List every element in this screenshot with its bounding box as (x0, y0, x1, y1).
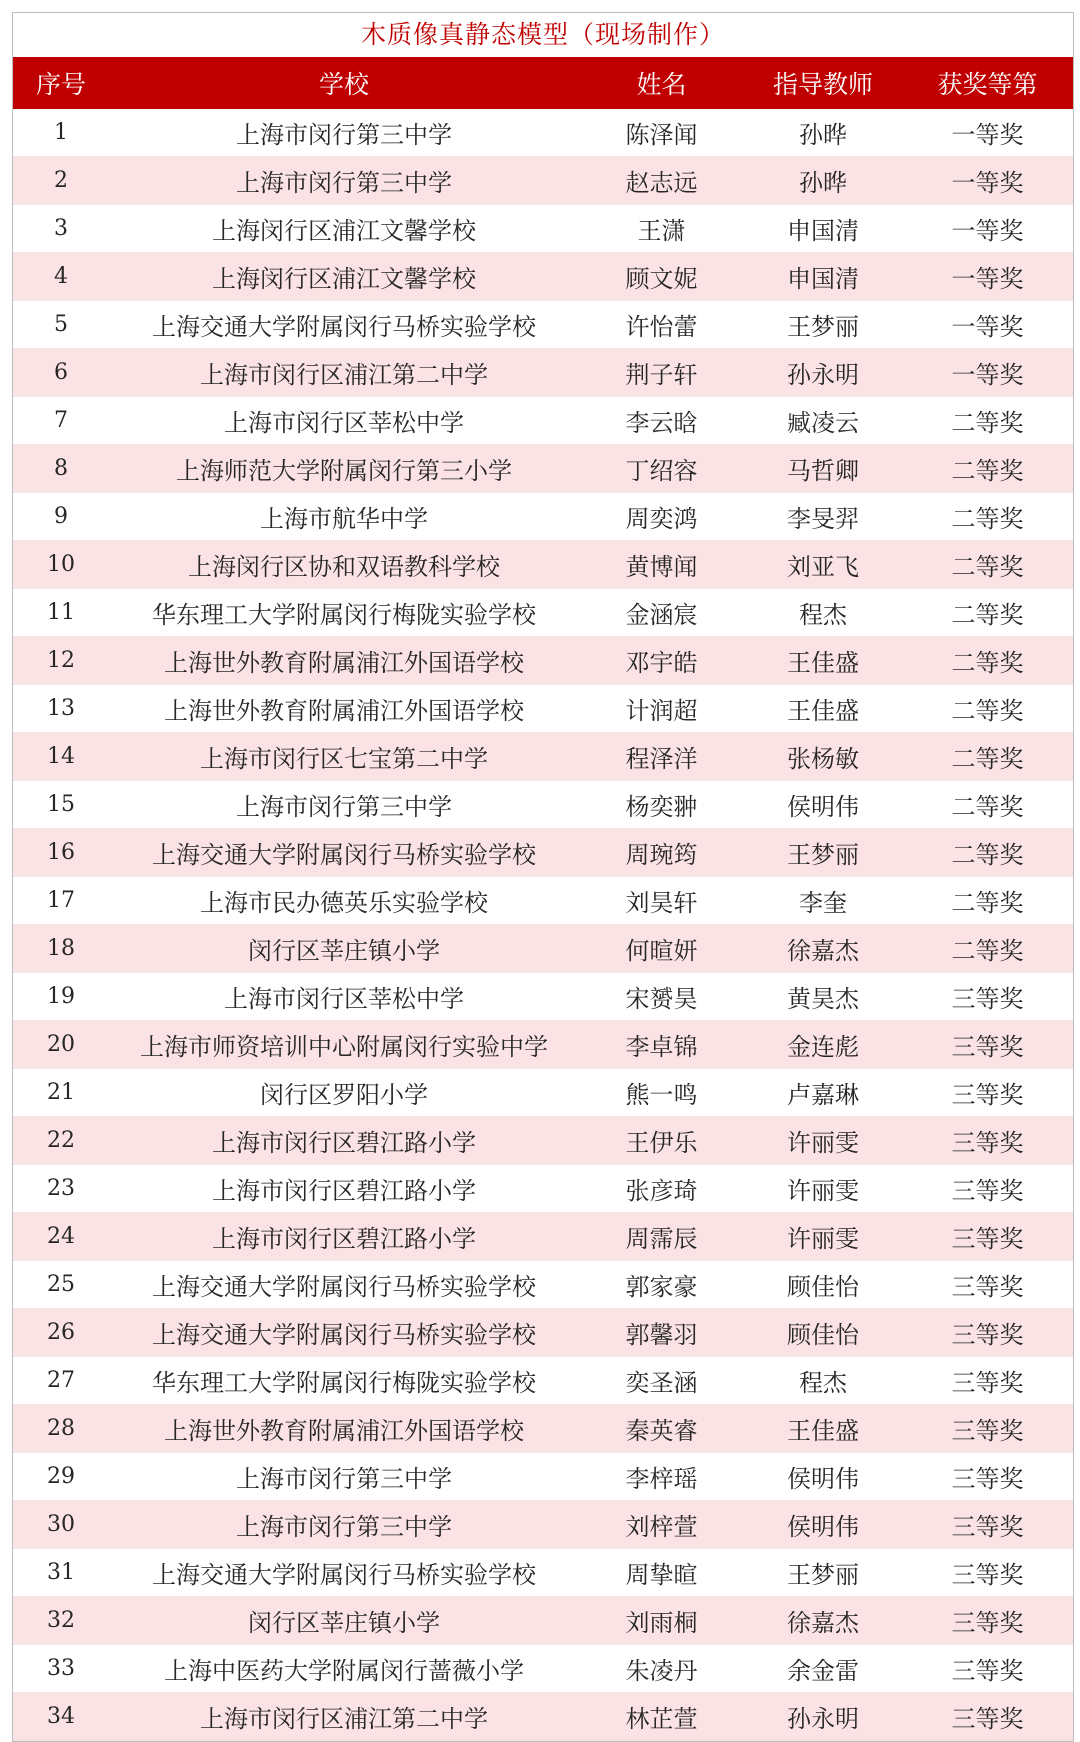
cell-number: 9 (13, 493, 109, 541)
cell-name: 奕圣涵 (579, 1357, 744, 1405)
table-body (13, 109, 1073, 1741)
table-row (13, 1405, 1073, 1453)
table-row (13, 445, 1073, 493)
cell-award: 二等奖 (902, 877, 1073, 925)
cell-number: 30 (13, 1501, 109, 1549)
cell-award: 三等奖 (902, 973, 1073, 1021)
cell-school: 上海交通大学附属闵行马桥实验学校 (109, 1261, 579, 1309)
cell-award: 三等奖 (902, 1357, 1073, 1405)
cell-name: 周琬筠 (579, 829, 744, 877)
cell-name: 宋赟昊 (579, 973, 744, 1021)
cell-school: 上海市闵行区莘松中学 (109, 397, 579, 445)
cell-school: 上海交通大学附属闵行马桥实验学校 (109, 1549, 579, 1597)
cell-name: 程泽洋 (579, 733, 744, 781)
cell-name: 杨奕翀 (579, 781, 744, 829)
cell-name: 刘梓萱 (579, 1501, 744, 1549)
cell-award: 二等奖 (902, 493, 1073, 541)
cell-award: 三等奖 (902, 1309, 1073, 1357)
cell-name: 周奕鸿 (579, 493, 744, 541)
cell-school: 上海市闵行区碧江路小学 (109, 1117, 579, 1165)
cell-school: 上海交通大学附属闵行马桥实验学校 (109, 1309, 579, 1357)
cell-teacher: 金连彪 (744, 1021, 902, 1069)
cell-award: 二等奖 (902, 397, 1073, 445)
cell-award: 二等奖 (902, 445, 1073, 493)
cell-school: 上海师范大学附属闵行第三小学 (109, 445, 579, 493)
column-header-teacher: 指导教师 (744, 57, 902, 109)
cell-teacher: 王佳盛 (744, 1405, 902, 1453)
cell-school: 上海闵行区浦江文馨学校 (109, 205, 579, 253)
cell-teacher: 王梦丽 (744, 301, 902, 349)
cell-school: 上海市闵行区七宝第二中学 (109, 733, 579, 781)
cell-teacher: 顾佳怡 (744, 1261, 902, 1309)
table-row (13, 349, 1073, 397)
cell-number: 4 (13, 253, 109, 301)
cell-number: 10 (13, 541, 109, 589)
cell-number: 33 (13, 1645, 109, 1693)
cell-award: 一等奖 (902, 349, 1073, 397)
cell-name: 朱凌丹 (579, 1645, 744, 1693)
cell-award: 三等奖 (902, 1117, 1073, 1165)
cell-number: 8 (13, 445, 109, 493)
cell-school: 上海市闵行区碧江路小学 (109, 1165, 579, 1213)
cell-number: 16 (13, 829, 109, 877)
cell-school: 上海市航华中学 (109, 493, 579, 541)
cell-name: 荆子轩 (579, 349, 744, 397)
cell-teacher: 黄昊杰 (744, 973, 902, 1021)
cell-number: 5 (13, 301, 109, 349)
cell-award: 一等奖 (902, 253, 1073, 301)
cell-number: 19 (13, 973, 109, 1021)
cell-name: 林芷萱 (579, 1693, 744, 1741)
cell-school: 上海世外教育附属浦江外国语学校 (109, 685, 579, 733)
cell-teacher: 申国清 (744, 253, 902, 301)
cell-school: 华东理工大学附属闵行梅陇实验学校 (109, 1357, 579, 1405)
cell-number: 15 (13, 781, 109, 829)
table-row (13, 637, 1073, 685)
cell-number: 32 (13, 1597, 109, 1645)
cell-award: 一等奖 (902, 109, 1073, 157)
cell-teacher: 许丽雯 (744, 1213, 902, 1261)
cell-teacher: 刘亚飞 (744, 541, 902, 589)
cell-teacher: 余金雷 (744, 1645, 902, 1693)
cell-award: 三等奖 (902, 1405, 1073, 1453)
cell-number: 34 (13, 1693, 109, 1741)
cell-school: 上海市闵行第三中学 (109, 109, 579, 157)
cell-school: 上海交通大学附属闵行马桥实验学校 (109, 829, 579, 877)
cell-award: 三等奖 (902, 1693, 1073, 1741)
table-row (13, 1357, 1073, 1405)
cell-school: 上海市民办德英乐实验学校 (109, 877, 579, 925)
cell-teacher: 孙永明 (744, 1693, 902, 1741)
award-table (13, 57, 1073, 1741)
cell-name: 计润超 (579, 685, 744, 733)
cell-school: 上海市闵行区浦江第二中学 (109, 1693, 579, 1741)
cell-name: 刘昊轩 (579, 877, 744, 925)
cell-name: 赵志远 (579, 157, 744, 205)
cell-name: 何暄妍 (579, 925, 744, 973)
cell-award: 二等奖 (902, 829, 1073, 877)
cell-school: 上海世外教育附属浦江外国语学校 (109, 1405, 579, 1453)
cell-award: 三等奖 (902, 1165, 1073, 1213)
table-row (13, 1261, 1073, 1309)
cell-name: 王潇 (579, 205, 744, 253)
cell-number: 1 (13, 109, 109, 157)
cell-name: 黄博闻 (579, 541, 744, 589)
table-row (13, 1645, 1073, 1693)
cell-school: 上海市闵行区碧江路小学 (109, 1213, 579, 1261)
cell-name: 李梓瑶 (579, 1453, 744, 1501)
cell-name: 刘雨桐 (579, 1597, 744, 1645)
table-row (13, 397, 1073, 445)
cell-award: 一等奖 (902, 157, 1073, 205)
cell-school: 上海市闵行第三中学 (109, 1453, 579, 1501)
cell-award: 三等奖 (902, 1501, 1073, 1549)
table-row (13, 733, 1073, 781)
cell-number: 18 (13, 925, 109, 973)
table-row (13, 1213, 1073, 1261)
cell-award: 二等奖 (902, 733, 1073, 781)
cell-name: 周挚暄 (579, 1549, 744, 1597)
table-row (13, 829, 1073, 877)
cell-number: 20 (13, 1021, 109, 1069)
cell-number: 7 (13, 397, 109, 445)
cell-number: 21 (13, 1069, 109, 1117)
cell-award: 三等奖 (902, 1549, 1073, 1597)
table-row (13, 1453, 1073, 1501)
table-row (13, 1501, 1073, 1549)
cell-number: 17 (13, 877, 109, 925)
table-row (13, 1597, 1073, 1645)
cell-teacher: 许丽雯 (744, 1117, 902, 1165)
cell-number: 2 (13, 157, 109, 205)
cell-award: 三等奖 (902, 1261, 1073, 1309)
table-row (13, 1117, 1073, 1165)
cell-school: 上海市闵行第三中学 (109, 781, 579, 829)
cell-teacher: 徐嘉杰 (744, 1597, 902, 1645)
cell-name: 张彦琦 (579, 1165, 744, 1213)
table-row (13, 1069, 1073, 1117)
header-row (13, 57, 1073, 109)
cell-name: 秦英睿 (579, 1405, 744, 1453)
table-row (13, 925, 1073, 973)
table-row (13, 109, 1073, 157)
cell-name: 李云晗 (579, 397, 744, 445)
table-row (13, 1549, 1073, 1597)
cell-teacher: 王佳盛 (744, 637, 902, 685)
cell-award: 二等奖 (902, 781, 1073, 829)
cell-award: 三等奖 (902, 1213, 1073, 1261)
cell-name: 陈泽闻 (579, 109, 744, 157)
table-row (13, 589, 1073, 637)
cell-award: 三等奖 (902, 1069, 1073, 1117)
cell-number: 28 (13, 1405, 109, 1453)
cell-teacher: 侯明伟 (744, 1501, 902, 1549)
column-header-name: 姓名 (579, 57, 744, 109)
table-row (13, 301, 1073, 349)
cell-teacher: 王梦丽 (744, 1549, 902, 1597)
cell-teacher: 程杰 (744, 589, 902, 637)
award-sheet (12, 12, 1074, 1742)
cell-school: 闵行区罗阳小学 (109, 1069, 579, 1117)
cell-award: 一等奖 (902, 205, 1073, 253)
table-row (13, 205, 1073, 253)
cell-award: 一等奖 (902, 301, 1073, 349)
cell-teacher: 许丽雯 (744, 1165, 902, 1213)
cell-award: 二等奖 (902, 589, 1073, 637)
cell-award: 二等奖 (902, 925, 1073, 973)
cell-teacher: 臧凌云 (744, 397, 902, 445)
table-row (13, 493, 1073, 541)
cell-teacher: 卢嘉琳 (744, 1069, 902, 1117)
cell-teacher: 孙晔 (744, 109, 902, 157)
column-header-number: 序号 (13, 57, 109, 109)
cell-name: 顾文妮 (579, 253, 744, 301)
cell-school: 华东理工大学附属闵行梅陇实验学校 (109, 589, 579, 637)
cell-school: 上海市闵行区浦江第二中学 (109, 349, 579, 397)
cell-number: 24 (13, 1213, 109, 1261)
cell-number: 31 (13, 1549, 109, 1597)
table-row (13, 1165, 1073, 1213)
cell-number: 23 (13, 1165, 109, 1213)
cell-award: 三等奖 (902, 1021, 1073, 1069)
table-row (13, 781, 1073, 829)
cell-teacher: 徐嘉杰 (744, 925, 902, 973)
table-row (13, 541, 1073, 589)
cell-number: 29 (13, 1453, 109, 1501)
cell-teacher: 王佳盛 (744, 685, 902, 733)
cell-number: 26 (13, 1309, 109, 1357)
cell-number: 6 (13, 349, 109, 397)
cell-award: 二等奖 (902, 685, 1073, 733)
cell-school: 上海市闵行第三中学 (109, 1501, 579, 1549)
cell-name: 周霈辰 (579, 1213, 744, 1261)
cell-name: 丁绍容 (579, 445, 744, 493)
cell-school: 上海闵行区协和双语教科学校 (109, 541, 579, 589)
cell-number: 27 (13, 1357, 109, 1405)
table-row (13, 877, 1073, 925)
cell-number: 3 (13, 205, 109, 253)
cell-school: 上海世外教育附属浦江外国语学校 (109, 637, 579, 685)
cell-name: 许怡蕾 (579, 301, 744, 349)
cell-teacher: 孙永明 (744, 349, 902, 397)
table-header (13, 57, 1073, 109)
table-row (13, 1021, 1073, 1069)
cell-number: 25 (13, 1261, 109, 1309)
cell-school: 上海市闵行区莘松中学 (109, 973, 579, 1021)
cell-teacher: 孙晔 (744, 157, 902, 205)
cell-teacher: 王梦丽 (744, 829, 902, 877)
cell-name: 金涵宸 (579, 589, 744, 637)
cell-award: 二等奖 (902, 637, 1073, 685)
table-row (13, 1693, 1073, 1741)
cell-school: 上海市师资培训中心附属闵行实验中学 (109, 1021, 579, 1069)
cell-teacher: 张杨敏 (744, 733, 902, 781)
cell-teacher: 顾佳怡 (744, 1309, 902, 1357)
column-header-award: 获奖等第 (902, 57, 1073, 109)
table-row (13, 157, 1073, 205)
table-row (13, 685, 1073, 733)
cell-teacher: 侯明伟 (744, 1453, 902, 1501)
cell-number: 11 (13, 589, 109, 637)
cell-name: 熊一鸣 (579, 1069, 744, 1117)
cell-school: 上海交通大学附属闵行马桥实验学校 (109, 301, 579, 349)
sheet-title: 木质像真静态模型（现场制作） (360, 20, 725, 49)
cell-school: 闵行区莘庄镇小学 (109, 925, 579, 973)
cell-award: 三等奖 (902, 1645, 1073, 1693)
cell-teacher: 程杰 (744, 1357, 902, 1405)
cell-award: 三等奖 (902, 1597, 1073, 1645)
cell-name: 王伊乐 (579, 1117, 744, 1165)
table-row (13, 253, 1073, 301)
cell-school: 上海中医药大学附属闵行蔷薇小学 (109, 1645, 579, 1693)
cell-number: 14 (13, 733, 109, 781)
cell-school: 上海闵行区浦江文馨学校 (109, 253, 579, 301)
cell-number: 13 (13, 685, 109, 733)
cell-teacher: 申国清 (744, 205, 902, 253)
cell-teacher: 李旻羿 (744, 493, 902, 541)
cell-number: 22 (13, 1117, 109, 1165)
cell-school: 闵行区莘庄镇小学 (109, 1597, 579, 1645)
cell-number: 12 (13, 637, 109, 685)
cell-school: 上海市闵行第三中学 (109, 157, 579, 205)
cell-teacher: 侯明伟 (744, 781, 902, 829)
table-row (13, 1309, 1073, 1357)
cell-name: 邓宇皓 (579, 637, 744, 685)
cell-name: 郭馨羽 (579, 1309, 744, 1357)
cell-name: 李卓锦 (579, 1021, 744, 1069)
cell-award: 二等奖 (902, 541, 1073, 589)
cell-name: 郭家豪 (579, 1261, 744, 1309)
cell-teacher: 马哲卿 (744, 445, 902, 493)
table-row (13, 973, 1073, 1021)
cell-teacher: 李奎 (744, 877, 902, 925)
column-header-school: 学校 (109, 57, 579, 109)
cell-award: 三等奖 (902, 1453, 1073, 1501)
